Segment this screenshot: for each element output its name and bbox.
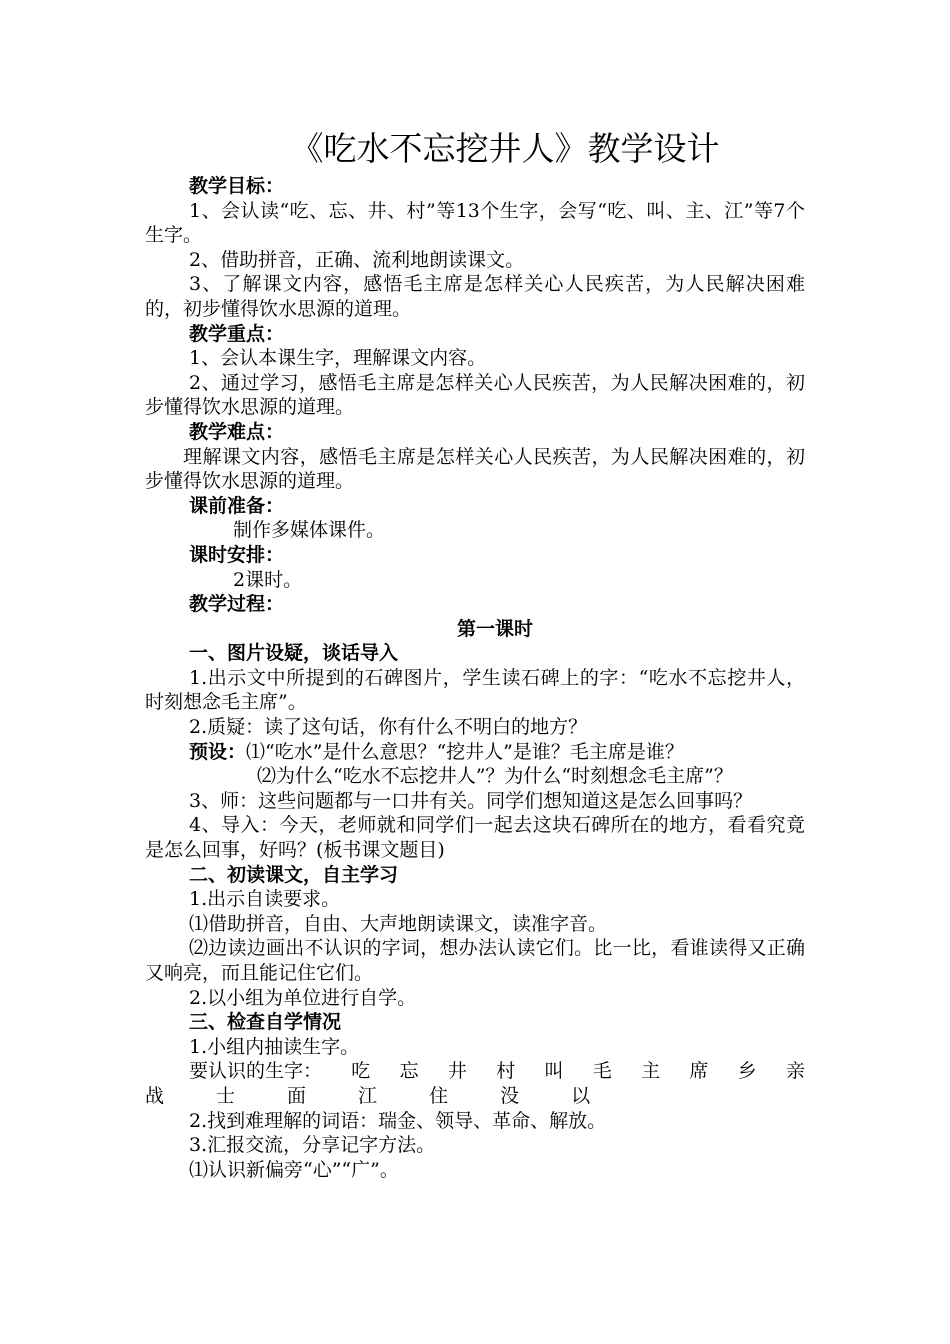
preparation-text: 制作多媒体课件。 [233, 519, 386, 542]
character-row [145, 1084, 805, 1109]
section3-step: 2.找到难理解的词语：瑞金、领导、革命、解放。 [189, 1109, 607, 1132]
character: 江 [358, 1084, 378, 1107]
section2-heading: 二、初读课文，自主学习 [189, 863, 399, 886]
key-points-heading: 教学重点： [189, 322, 285, 345]
character-row [189, 1059, 805, 1084]
character: 毛 [592, 1060, 612, 1083]
character: 井 [447, 1060, 467, 1083]
character: 没 [500, 1084, 520, 1107]
process-heading: 教学过程： [189, 593, 285, 616]
objective-item: 1、会认读“吃、忘、井、村”等13个生字，会写“吃、叫、主、江”等7个生字。 [145, 199, 805, 247]
character: 面 [287, 1084, 307, 1107]
difficulties-text: 理解课文内容，感悟毛主席是怎样关心人民疾苦，为人民解决困难的，初步懂得饮水思源的道理。 [145, 445, 805, 493]
page-title: 《吃水不忘挖井人》教学设计 [290, 129, 720, 168]
objectives-heading: 教学目标： [189, 175, 285, 197]
section3-substep: ⑴认识新偏旁“心”“广”。 [189, 1158, 399, 1181]
section1-step: 3、师：这些问题都与一口井有关。同学们想知道这是怎么回事吗？ [189, 789, 753, 812]
section3-step: 3.汇报交流，分享记字方法。 [189, 1134, 436, 1157]
preset-label: 预设： [189, 740, 247, 763]
character: 忘 [399, 1060, 419, 1083]
characters-label: 要认识的生字： [189, 1060, 323, 1083]
character: 战 [145, 1084, 165, 1107]
schedule-heading: 课时安排： [189, 543, 285, 566]
document-page [145, 124, 805, 1182]
key-point-item: 2、通过学习，感悟毛主席是怎样关心人民疾苦，为人民解决困难的，初步懂得饮水思源的道理。 [145, 371, 805, 419]
lesson-heading: 第一课时 [456, 617, 533, 640]
section3-step: 1.小组内抽读生字。 [189, 1035, 360, 1058]
character: 乡 [737, 1060, 757, 1083]
schedule-text: 2课时。 [233, 568, 303, 591]
character: 士 [216, 1084, 236, 1107]
preset-1: ⑴“吃水”是什么意思？“挖井人”是谁？毛主席是谁？ [246, 740, 684, 763]
objective-item: 3、了解课文内容，感悟毛主席是怎样关心人民疾苦，为人民解决困难的，初步懂得饮水思源的道理。 [145, 273, 805, 320]
character: 住 [429, 1084, 449, 1107]
section2-step: 1.出示自读要求。 [189, 888, 341, 911]
section1-heading: 一、图片设疑，谈话导入 [189, 642, 399, 665]
character-list [145, 1059, 805, 1084]
character: 席 [689, 1060, 709, 1083]
section1-step: 1.出示文中所提到的石碑图片，学生读石碑上的字：“吃水不忘挖井人，时刻想念毛主席”。 [145, 666, 805, 714]
character: 以 [571, 1084, 591, 1107]
preparation-heading: 课前准备： [189, 494, 285, 517]
character: 主 [641, 1060, 661, 1083]
character: 村 [496, 1060, 516, 1083]
difficulties-heading: 教学难点： [189, 420, 285, 443]
character: 亲 [785, 1060, 805, 1083]
preset-2: ⑵为什么“吃水不忘挖井人”？为什么“时刻想念毛主席”？ [257, 765, 733, 788]
section3-heading: 三、检查自学情况 [189, 1011, 342, 1034]
character: 吃 [351, 1060, 371, 1083]
section2-requirement: ⑵边读边画出不认识的字词，想办法认读它们。比一比，看谁读得又正确又响亮，而且能记住它们。 [145, 937, 805, 984]
character: 叫 [544, 1060, 564, 1083]
objective-item: 2、借助拼音，正确、流利地朗读课文。 [189, 248, 525, 271]
section1-step: 4、导入：今天，老师就和同学们一起去这块石碑所在的地方，看看究竟是怎么回事，好吗？(板书课文题目) [145, 814, 805, 862]
section2-step: 2.以小组为单位进行自学。 [189, 986, 417, 1009]
preset-line [145, 740, 805, 765]
section2-requirement: ⑴借助拼音，自由、大声地朗读课文，读准字音。 [189, 912, 608, 935]
section1-step: 2.质疑：读了这句话，你有什么不明白的地方？ [189, 716, 588, 739]
key-point-item: 1、会认本课生字，理解课文内容。 [189, 347, 487, 370]
